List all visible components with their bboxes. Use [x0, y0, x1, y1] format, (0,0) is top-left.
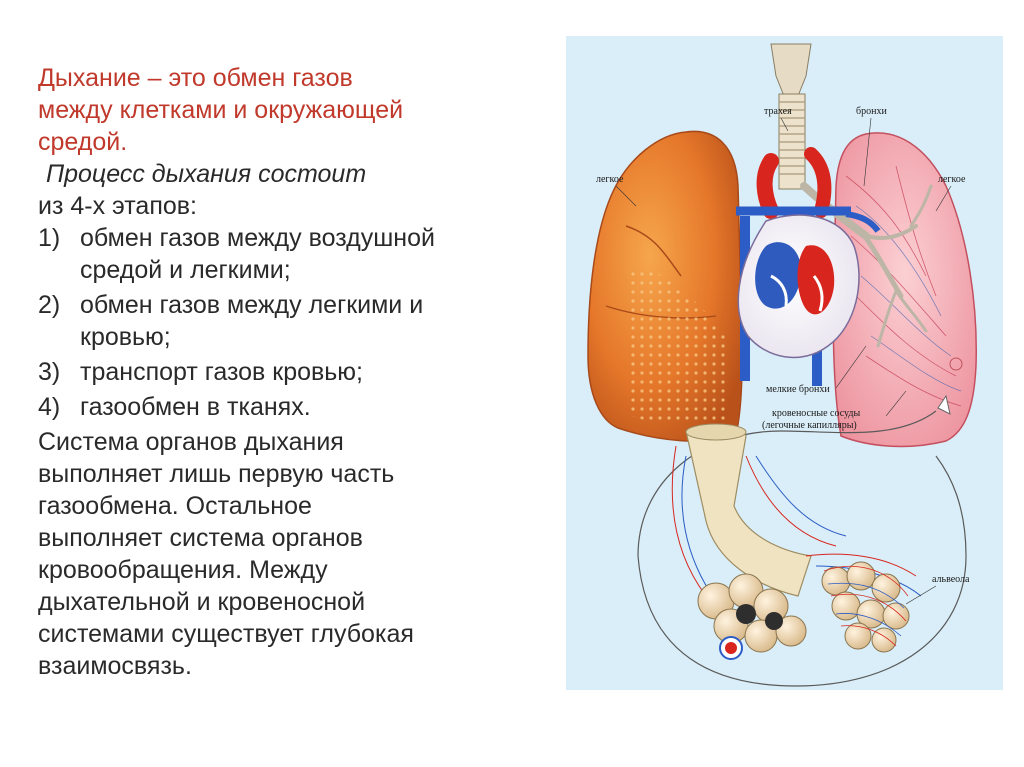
closing-line: Система органов дыхания [38, 428, 344, 456]
closing-line: кровообращения. Между [38, 556, 328, 584]
list-item [38, 222, 548, 286]
title-line: между клетками и окружающей [38, 96, 404, 124]
intro-line: Процесс дыхания состоит [46, 160, 367, 188]
illustration-svg [566, 36, 1003, 690]
closing-line: взаимосвязь. [38, 652, 192, 680]
list-item [38, 356, 548, 388]
label-vessels: кровеносные сосуды [772, 408, 861, 419]
slide-title [38, 62, 548, 158]
list-number: 3) [38, 358, 61, 386]
closing-line: системами существует глубокая [38, 620, 414, 648]
list-text: обмен газов между воздушной [80, 224, 435, 252]
closing-line: газообмена. Остальное [38, 492, 312, 520]
closing-line: выполняет система органов [38, 524, 363, 552]
closing-paragraph [38, 426, 548, 682]
list-text: транспорт газов кровью; [80, 358, 364, 386]
list-text: газообмен в тканях. [80, 393, 311, 421]
intro-line: из 4-х этапов: [38, 192, 197, 220]
label-small-bronchi: мелкие бронхи [766, 384, 830, 395]
closing-line: выполняет лишь первую часть [38, 460, 395, 488]
label-capillaries: (легочные капилляры) [762, 420, 857, 431]
list-item [38, 289, 548, 353]
list-number: 1) [38, 224, 61, 252]
list-item [38, 391, 548, 423]
title-line: Дыхание – это обмен газов [38, 64, 353, 92]
steps-list [38, 222, 548, 423]
label-trachea: трахея [764, 106, 792, 117]
text-column [38, 62, 548, 682]
list-text: обмен газов между легкими и [80, 291, 424, 319]
list-number: 4) [38, 393, 61, 421]
title-line: средой. [38, 128, 128, 156]
list-text: средой и легкими; [80, 256, 291, 284]
list-text: кровью; [80, 323, 171, 351]
label-bronchi: бронхи [856, 106, 887, 117]
label-right-lung: легкое [938, 174, 966, 185]
closing-line: дыхательной и кровеносной [38, 588, 366, 616]
respiratory-system-illustration [566, 36, 1003, 690]
label-left-lung: легкое [596, 174, 624, 185]
label-alveola: альвеола [932, 574, 970, 585]
list-number: 2) [38, 291, 61, 319]
